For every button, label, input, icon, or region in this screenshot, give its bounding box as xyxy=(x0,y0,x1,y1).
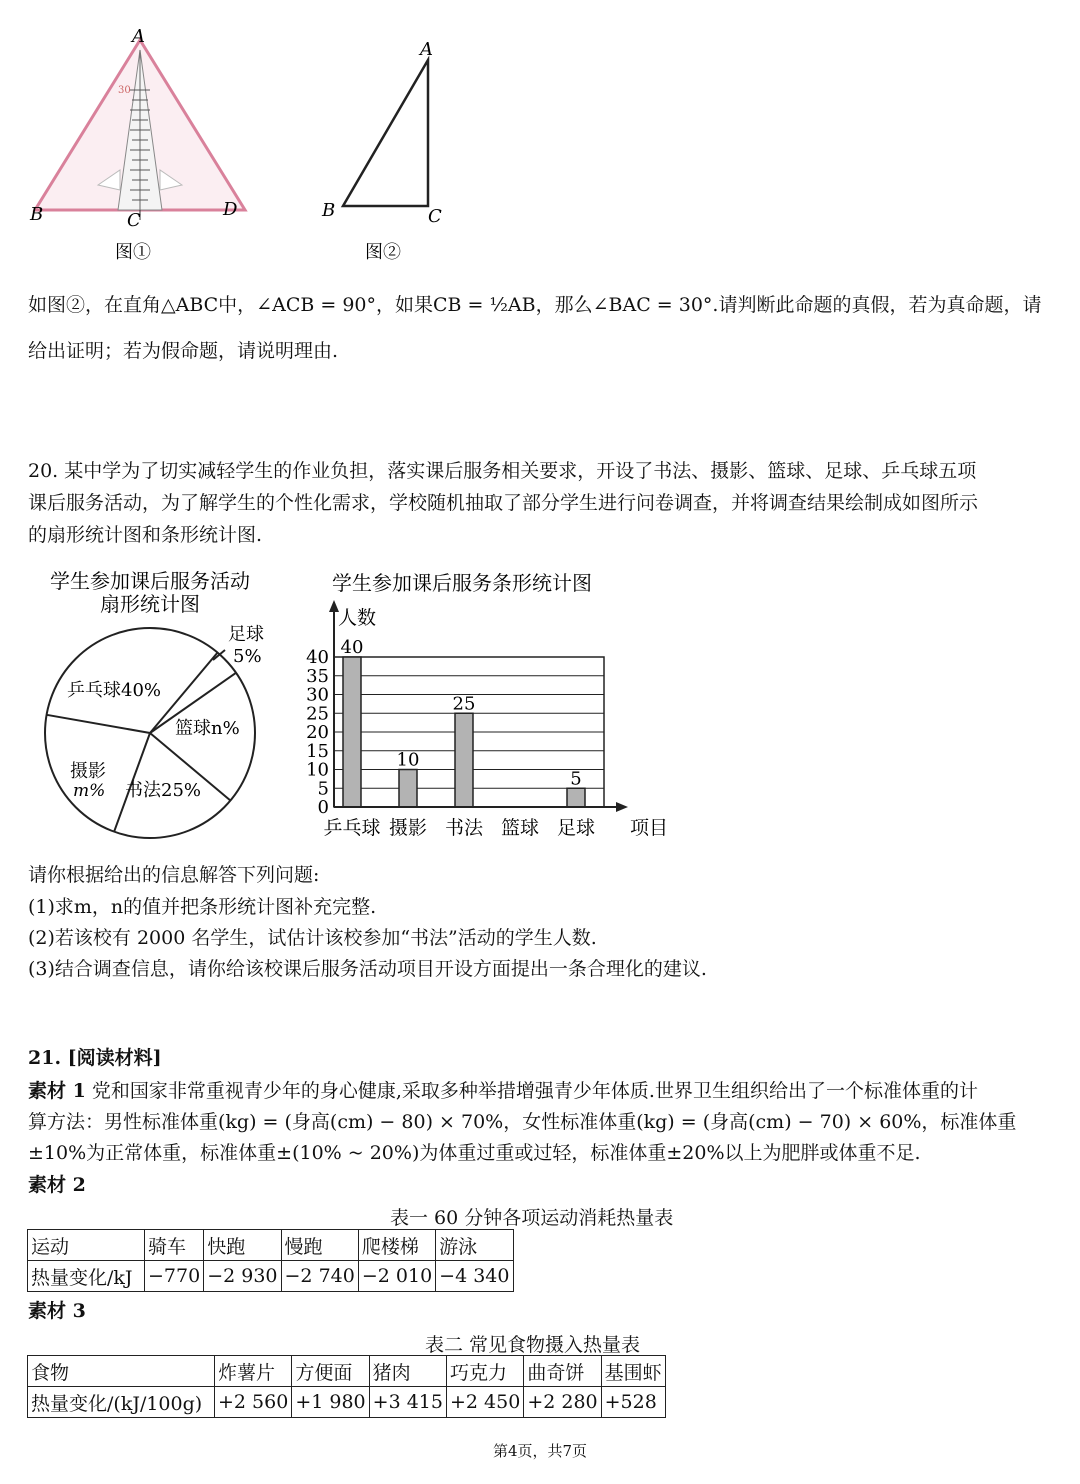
material-1-text: 党和国家非常重视青少年的身心健康,采取多种举措增强青少年体质.世界卫生组织给出了一个标准体重的计 xyxy=(85,1080,978,1102)
q21-head: 21. [阅读材料] xyxy=(28,1047,162,1069)
table-cell: 快跑 xyxy=(204,1230,281,1261)
label-A: A xyxy=(420,39,433,60)
bar-ytick-label: 5 xyxy=(317,778,329,800)
bar-category-label: 足球 xyxy=(556,817,596,839)
bar-ytick-label: 35 xyxy=(306,665,329,687)
table-cell: 爬楼梯 xyxy=(358,1230,435,1261)
q20-sub3: (3)结合调查信息，请你给该校课后服务活动项目开设方面提出一条合理化的建议. xyxy=(28,958,707,980)
bar-ytick-label: 10 xyxy=(306,759,329,781)
table-cell: +1 980 xyxy=(292,1387,369,1418)
q21-m1-line3: ±10%为正常体重，标准体重±(10% ~ 20%)为体重过重或过轻，标准体重±20%以上为肥胖或体重不足. xyxy=(28,1142,921,1164)
table-cell: 方便面 xyxy=(292,1356,369,1387)
q20-line1: 20. 某中学为了切实减轻学生的作业负担，落实课后服务相关要求，开设了书法、摄影、篮球、足球、乒乓球五项 xyxy=(28,460,977,482)
material-1-label: 素材 1 xyxy=(28,1080,86,1102)
bar-y-arrow xyxy=(329,600,339,612)
table-cell: 热量变化/(kJ/100g) xyxy=(28,1387,215,1418)
q20-line3: 的扇形统计图和条形统计图. xyxy=(28,524,263,546)
bar-value-label: 40 xyxy=(340,637,364,658)
table-2-caption: 表二 常见食物摄入热量表 xyxy=(425,1334,641,1356)
table-cell: +3 415 xyxy=(369,1387,446,1418)
bar-2 xyxy=(455,713,473,807)
table-cell: 基围虾 xyxy=(601,1356,665,1387)
label-B: B xyxy=(30,204,44,225)
figure-2 xyxy=(300,30,480,270)
figure-1-caption: 图① xyxy=(115,242,151,263)
table-cell: 食物 xyxy=(28,1356,215,1387)
pie-label-football-name: 足球 xyxy=(228,624,264,645)
table-cell: 骑车 xyxy=(145,1230,204,1261)
pie-label-photo-pct: m% xyxy=(73,781,106,801)
bar-x-arrow xyxy=(616,802,628,812)
table-cell: 曲奇饼 xyxy=(524,1356,601,1387)
q20-line2: 课后服务活动，为了解学生的个性化需求，学校随机抽取了部分学生进行问卷调查，并将调查结果绘制成如图所示 xyxy=(28,492,979,514)
pie-label-photo-name: 摄影 xyxy=(70,761,106,782)
pie-label-football-pct: 5% xyxy=(233,646,262,667)
pie-chart xyxy=(35,562,290,842)
table-1-data-row xyxy=(28,1261,514,1292)
table-cell: −2 930 xyxy=(204,1261,281,1292)
pie-title-line1: 学生参加课后服务活动 xyxy=(50,569,250,593)
figure-2-caption: 图② xyxy=(365,242,401,263)
table-1-caption: 表一 60 分钟各项运动消耗热量表 xyxy=(390,1207,674,1229)
q21-m1-line1 xyxy=(28,1078,978,1104)
table-2 xyxy=(27,1355,666,1418)
ruler-mark: 30 xyxy=(118,85,131,96)
table-cell: 热量变化/kJ xyxy=(28,1261,145,1292)
bar-1 xyxy=(399,770,417,808)
table-cell: 巧克力 xyxy=(446,1356,523,1387)
q20-sub1: (1)求m，n的值并把条形统计图补充完整. xyxy=(28,896,377,918)
table-cell: −2 010 xyxy=(358,1261,435,1292)
bar-category-label: 篮球 xyxy=(500,817,540,839)
page-footer: 第4页，共7页 xyxy=(492,1442,588,1460)
material-2-label: 素材 2 xyxy=(28,1174,86,1196)
q21-m1-line2: 算方法：男性标准体重(kg) = (身高(cm) − 80) × 70%，女性标准体重(kg) = (身高(cm) − 70) × 60%，标准体重 xyxy=(28,1111,1017,1133)
bar-title: 学生参加课后服务条形统计图 xyxy=(332,571,592,595)
table-cell: 猪肉 xyxy=(369,1356,446,1387)
pie-label-basketball: 篮球n% xyxy=(175,718,240,739)
bar-xlabel: 项目 xyxy=(630,817,669,839)
right-triangle xyxy=(343,60,428,206)
table-1 xyxy=(27,1229,514,1292)
table-cell: −770 xyxy=(145,1261,204,1292)
bar-ylabel: 人数 xyxy=(338,607,377,629)
table-cell: +2 280 xyxy=(524,1387,601,1418)
bar-value-label: 25 xyxy=(452,693,476,715)
bar-ytick-label: 15 xyxy=(306,740,329,762)
figure-1 xyxy=(20,20,260,270)
bar-category-label: 摄影 xyxy=(388,817,428,839)
table-cell: +2 450 xyxy=(446,1387,523,1418)
q19-line2: 给出证明；若为假命题，请说明理由. xyxy=(28,340,339,362)
table-cell: −4 340 xyxy=(436,1261,513,1292)
q20-prompt: 请你根据给出的信息解答下列问题: xyxy=(28,864,320,886)
bar-chart xyxy=(292,562,672,847)
table-cell: +2 560 xyxy=(215,1387,292,1418)
pie-label-pingpong: 乒乓球40% xyxy=(67,680,162,701)
table-cell: 慢跑 xyxy=(281,1230,358,1261)
bar-0 xyxy=(343,657,361,807)
table-2-header-row xyxy=(28,1356,666,1387)
label-A: A xyxy=(132,26,145,47)
q20-sub2: (2)若该校有 2000 名学生，试估计该校参加“书法”活动的学生人数. xyxy=(28,927,597,949)
q19-line1: 如图②，在直角△ABC中，∠ACB = 90°，如果CB = ½AB，那么∠BAC = 30°.请判断此命题的真假，若为真命题，请 xyxy=(28,294,1042,316)
bar-4 xyxy=(567,788,585,807)
bar-ytick-label: 20 xyxy=(306,722,329,743)
label-C: C xyxy=(428,206,442,227)
label-C: C xyxy=(127,210,141,231)
bar-ytick-label: 30 xyxy=(306,684,329,706)
bar-ytick-label: 40 xyxy=(306,647,329,668)
material-3-label: 素材 3 xyxy=(28,1300,86,1322)
table-cell: +528 xyxy=(601,1387,665,1418)
table-cell: 游泳 xyxy=(436,1230,513,1261)
bar-category-label: 乒乓球 xyxy=(323,817,381,839)
bar-ytick-label: 25 xyxy=(306,703,329,725)
table-cell: 炸薯片 xyxy=(215,1356,292,1387)
bar-value-label: 5 xyxy=(570,768,582,790)
table-1-header-row xyxy=(28,1230,514,1261)
table-cell: 运动 xyxy=(28,1230,145,1261)
bar-category-label: 书法 xyxy=(444,817,484,839)
pie-label-calligraphy: 书法25% xyxy=(125,780,202,801)
pie-title-line2: 扇形统计图 xyxy=(100,592,200,616)
table-cell: −2 740 xyxy=(281,1261,358,1292)
label-D: D xyxy=(223,199,238,220)
bar-value-label: 10 xyxy=(396,749,420,771)
table-2-data-row xyxy=(28,1387,666,1418)
label-B: B xyxy=(322,200,336,221)
bar-ytick-label: 0 xyxy=(317,797,329,818)
